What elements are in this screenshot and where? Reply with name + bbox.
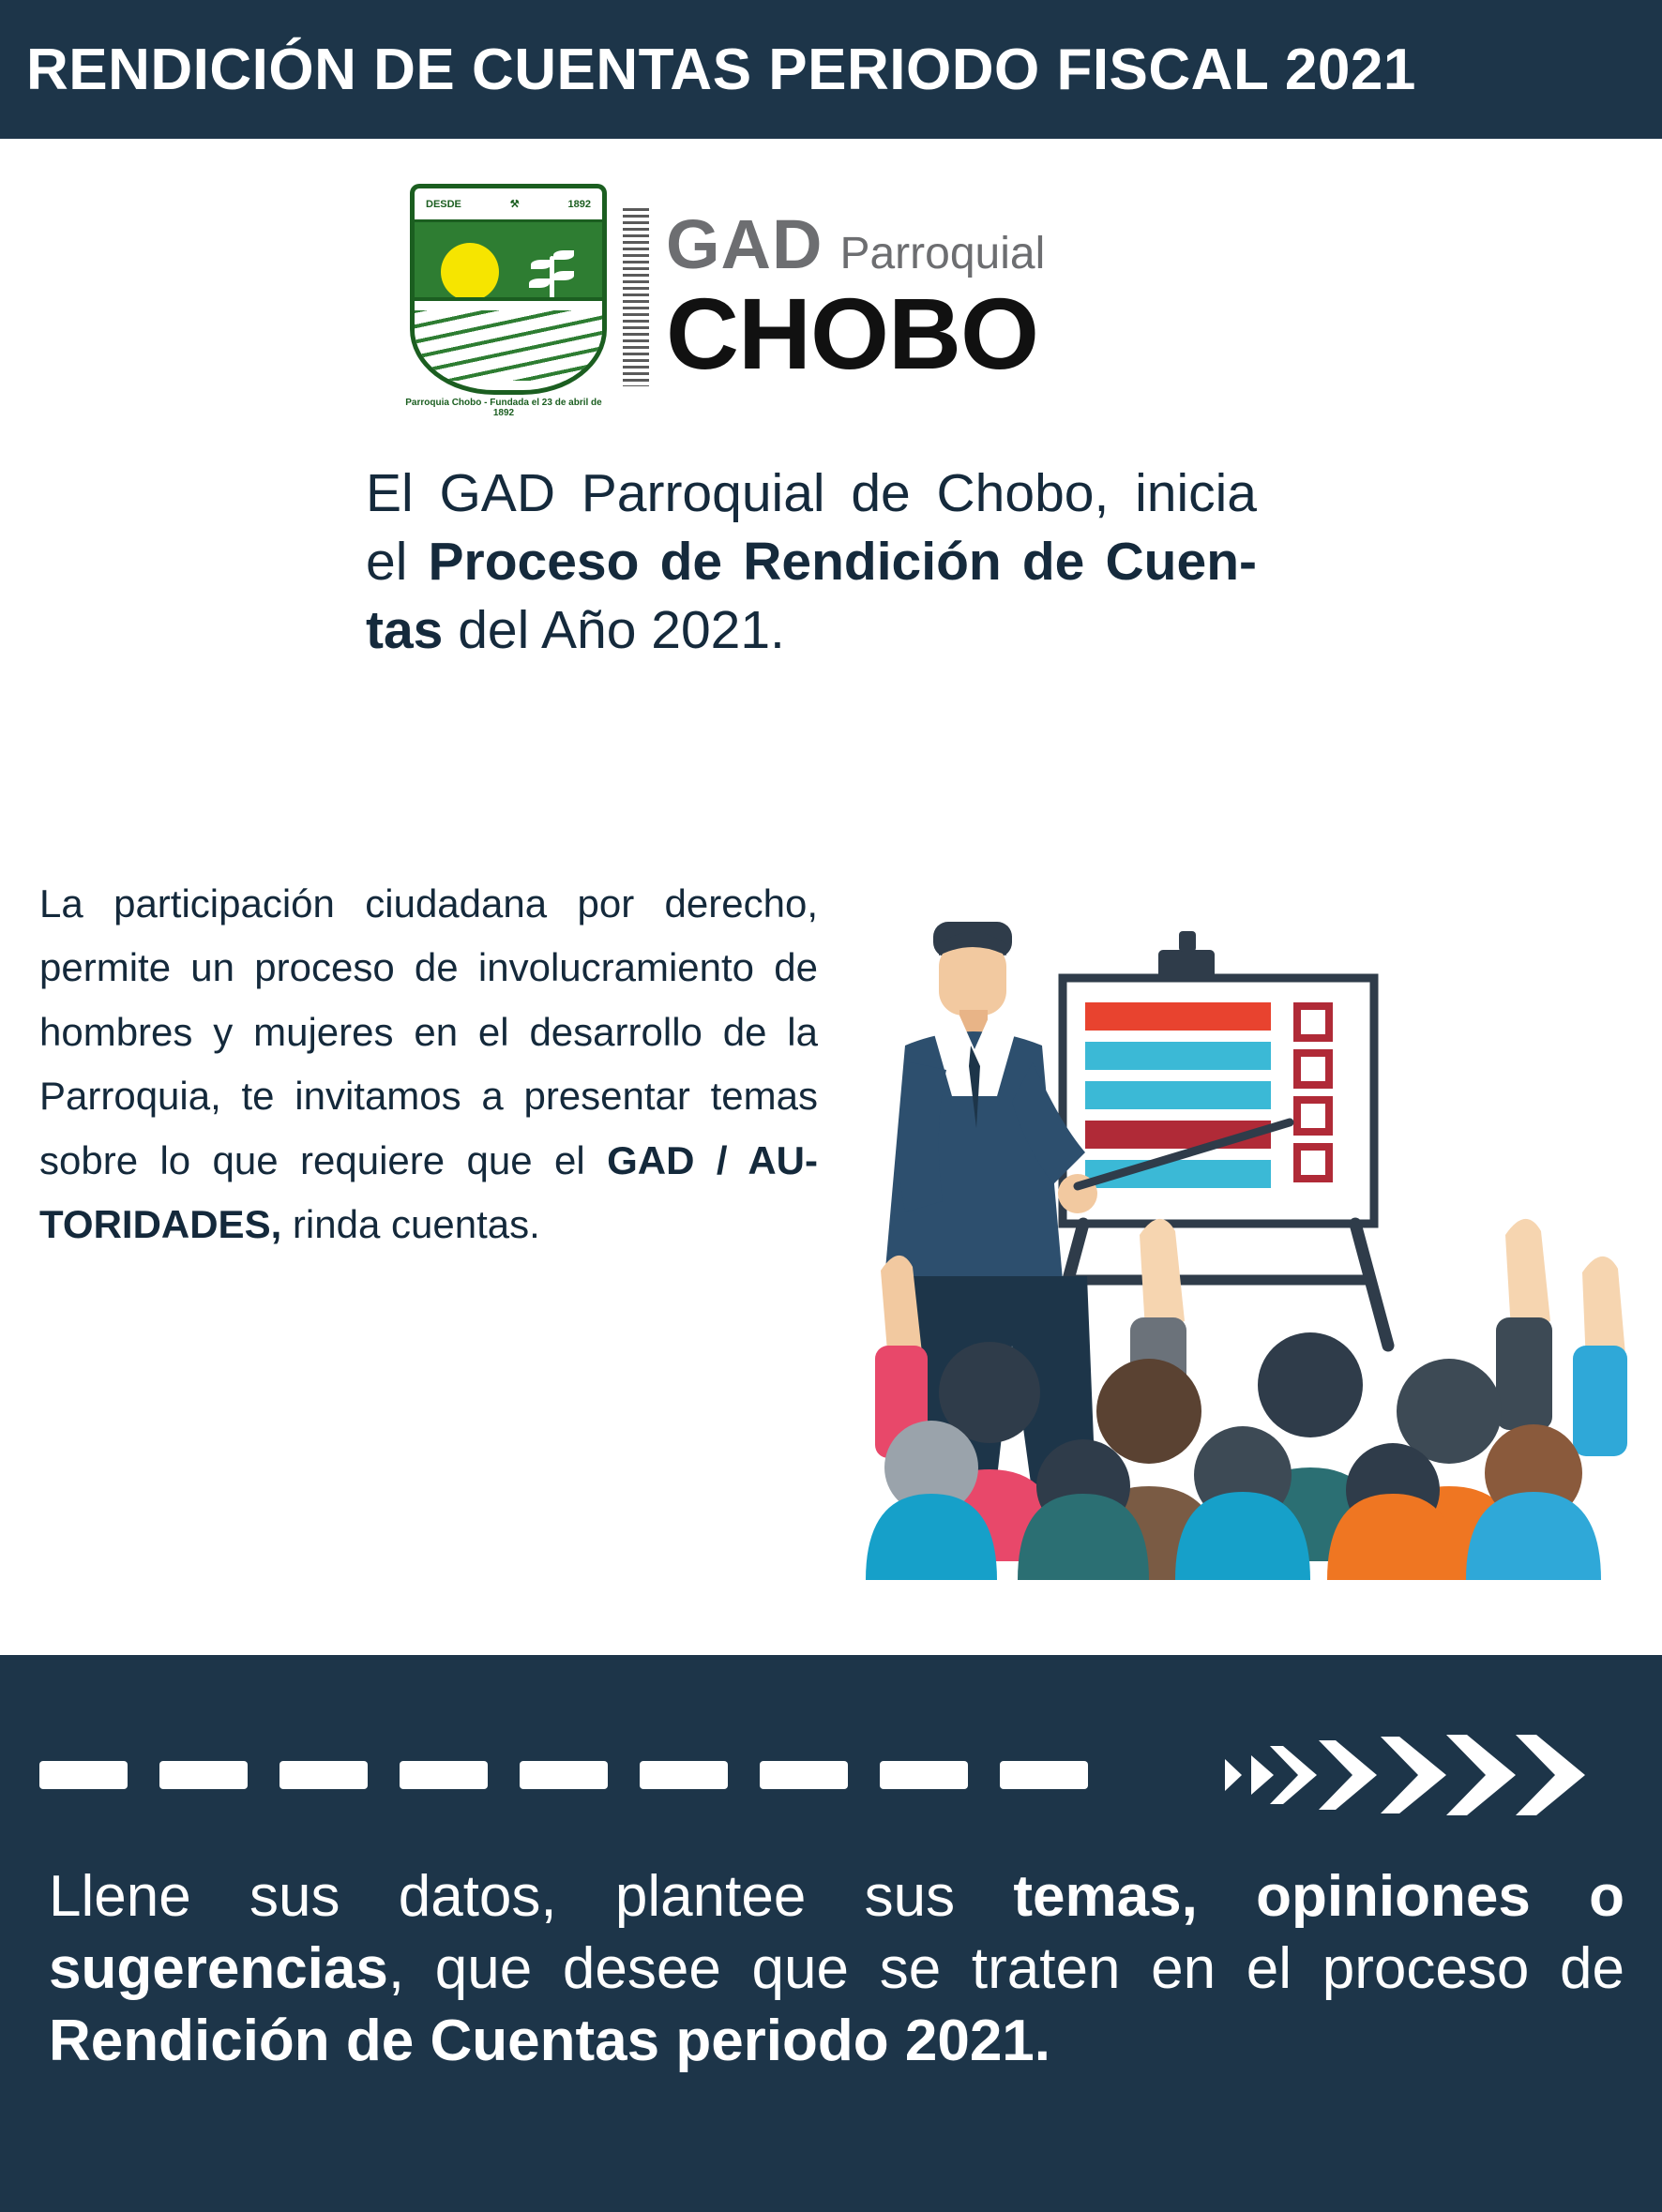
crest-desde-label: DESDE [426,198,461,210]
intro-paragraph [366,459,1257,665]
crest-tools-icon: ⚒ [509,199,520,210]
dashed-arrow-divider [0,1725,1662,1828]
crest-caption: Parroquia Chobo - Fundada el 23 de abril de 1892 [405,398,602,418]
header-banner [0,0,1662,139]
presentation-audience-illustration [849,905,1627,1580]
flipchart-board [1050,931,1388,1346]
logo-gad-text: GAD [666,205,823,283]
footer-text-bold1: temas, opiniones o sugerencias [49,1864,1625,2001]
page-title: RENDICIÓN DE CUENTAS PERIODO FISCAL 2021 [26,37,1416,102]
body-paragraph [39,872,818,1257]
body-text-part1: La participación ciudadana por derecho, permite un proceso de involucramiento de hombres y mujeres en el desarrollo de la Parroquia, te invitamos a presentar temas sobre lo que requiere que el [39,881,818,1182]
logo-wordmark [666,205,1285,390]
intro-text-bold: Proceso de Rendición de Cuentas [366,531,1257,660]
crest-shield [410,184,607,395]
footer-text-part2: , que desee que se traten en el proceso de [387,1935,1624,2001]
parish-crest-icon [399,171,610,424]
intro-text-part1: El GAD Parroquial de Chobo, inicia el [366,463,1257,592]
footer-text-part1: Llene sus datos, plantee sus [49,1864,1014,1929]
barcode-icon [623,208,649,386]
body-text-part2: rinda cuentas. [281,1202,540,1247]
crest-field-icon [415,297,602,390]
intro-text-part2: del Año 2021. [443,599,785,660]
crest-year-label: 1892 [567,198,591,210]
crest-sun-icon [441,243,499,301]
crest-top-band [415,188,602,222]
logo-chobo-text: CHOBO [666,277,1038,390]
gad-logo-block [380,161,1285,433]
body-text-bold: GAD / AUTORIDADES, [39,1137,818,1247]
footer-call-to-action [49,1861,1624,2078]
logo-parroquial-text: Parroquial [839,229,1046,278]
footer-text-bold2: Rendición de Cuentas periodo 2021. [49,2008,1051,2073]
